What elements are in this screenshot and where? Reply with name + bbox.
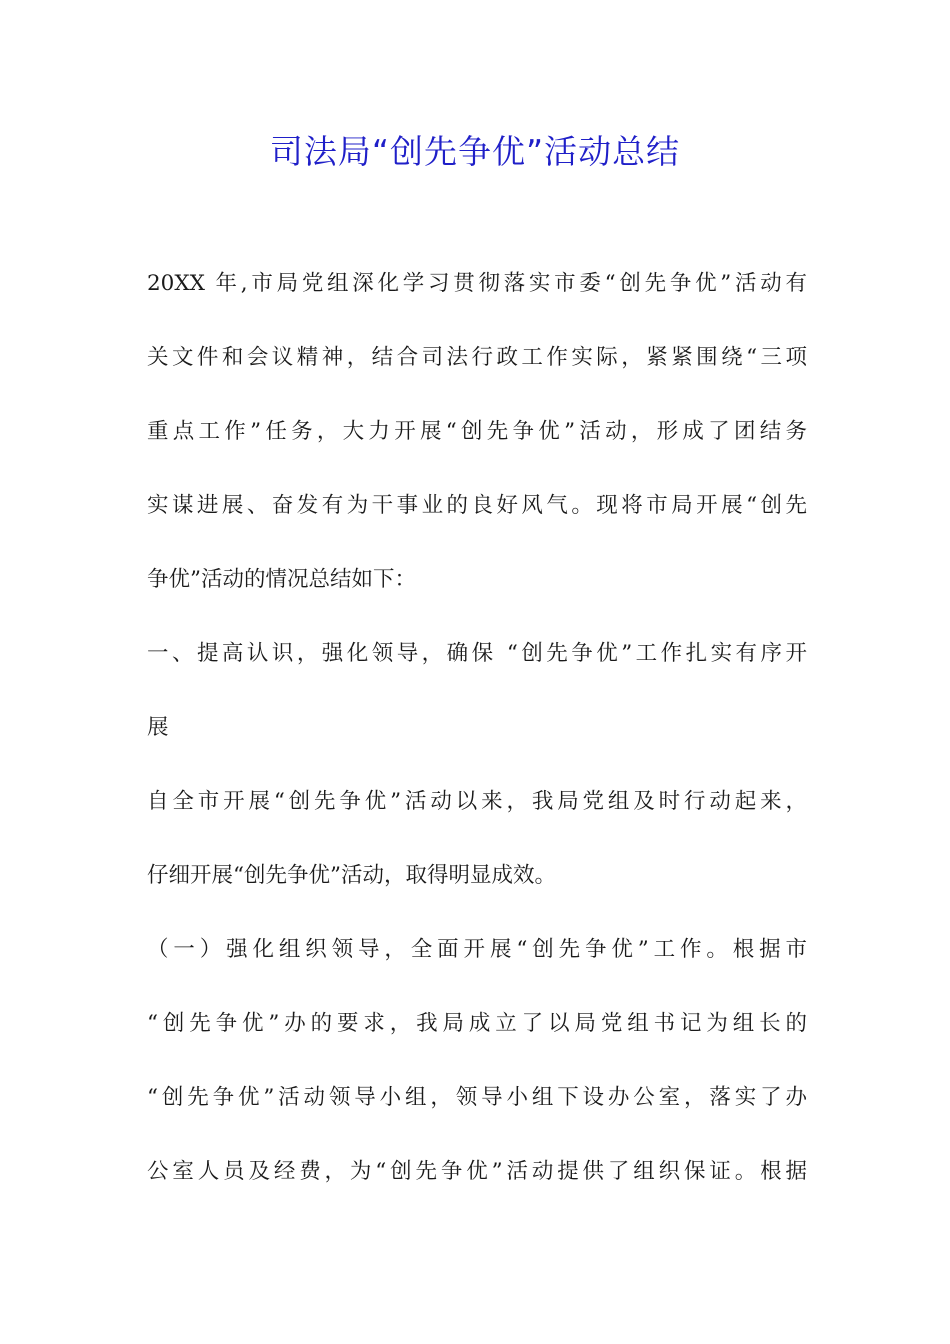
- paragraph-line: 争优”活动的情况总结如下：: [147, 567, 416, 592]
- document-body: [147, 264, 807, 1226]
- paragraph-line: “创先争优”办的要求，我局成立了以局党组书记为组长的: [147, 1011, 807, 1036]
- paragraph-line: 自全市开展“创先争优”活动以来，我局党组及时行动起来，: [147, 789, 807, 814]
- paragraph-line: 20XX 年,市局党组深化学习贯彻落实市委“创先争优”活动有: [147, 271, 807, 296]
- paragraph-line: 一、提高认识，强化领导，确保 “创先争优”工作扎实有序开: [147, 641, 807, 666]
- paragraph-line: “创先争优”活动领导小组，领导小组下设办公室，落实了办: [147, 1085, 807, 1110]
- paragraph-line: 展: [147, 715, 169, 740]
- paragraph-line: 仔细开展“创先争优”活动，取得明显成效。: [147, 863, 556, 888]
- paragraph-line: 实谋进展、奋发有为干事业的良好风气。现将市局开展“创先: [147, 493, 807, 518]
- paragraph-line: 关文件和会议精神，结合司法行政工作实际，紧紧围绕“三项: [147, 345, 807, 370]
- paragraph-line: 公室人员及经费，为“创先争优”活动提供了组织保证。根据: [147, 1159, 807, 1184]
- paragraph-line: 重点工作”任务，大力开展“创先争优”活动，形成了团结务: [147, 419, 807, 444]
- document-title: 司法局“创先争优”活动总结: [269, 132, 681, 171]
- paragraph-line: （一）强化组织领导，全面开展“创先争优”工作。根据市: [147, 937, 807, 962]
